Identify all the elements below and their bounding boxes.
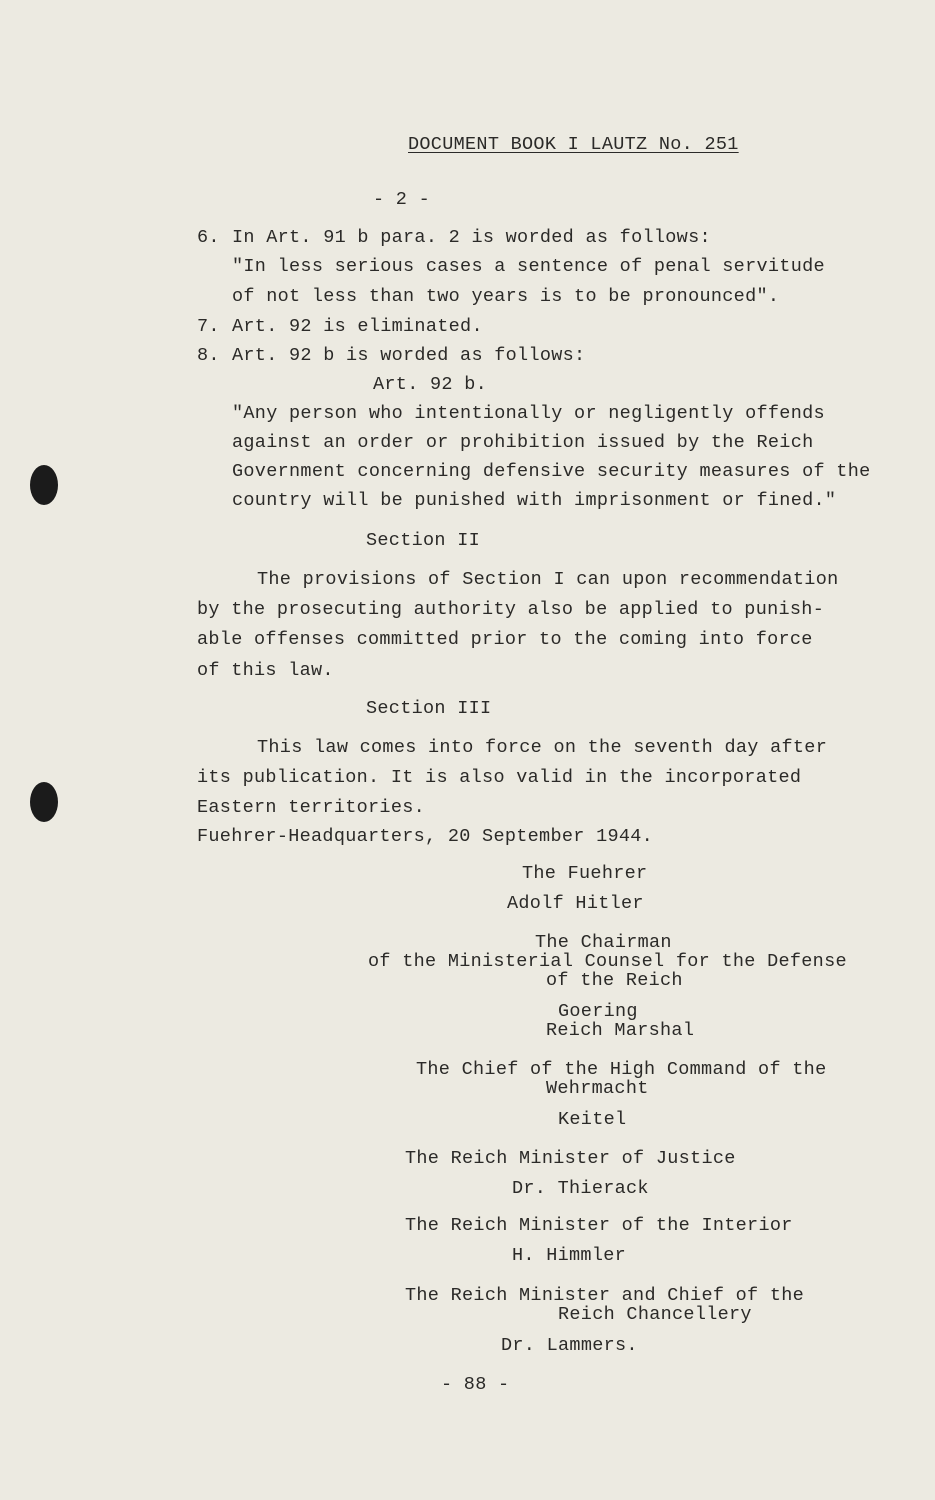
article-heading: Art. 92 b.	[373, 374, 488, 395]
signatory-title: The Fuehrer	[522, 863, 648, 884]
section-title: Section II	[366, 530, 481, 551]
place-date: Fuehrer-Headquarters, 20 September 1944.	[197, 826, 654, 847]
section-line: Eastern territories.	[197, 797, 426, 818]
item-line: "In less serious cases a sentence of penal servitude	[232, 256, 825, 277]
article-line: against an order or prohibition issued by the Reich	[232, 432, 814, 453]
section-line: This law comes into force on the seventh day after	[257, 737, 828, 758]
signatory-title: of the Ministerial Counsel for the Defense	[368, 951, 847, 972]
signatory-name: Keitel	[558, 1109, 627, 1130]
signatory-name: H. Himmler	[512, 1245, 627, 1266]
document-header: DOCUMENT BOOK I LAUTZ No. 251	[408, 134, 739, 155]
section-title: Section III	[366, 698, 492, 719]
signatory-name: Dr. Lammers.	[501, 1335, 638, 1356]
signatory-title: The Chairman	[535, 932, 672, 953]
section-line: The provisions of Section I can upon recommendation	[257, 569, 839, 590]
article-line: country will be punished with imprisonment or fined."	[232, 490, 837, 511]
article-line: Government concerning defensive security measures of the	[232, 461, 871, 482]
section-line: able offenses committed prior to the coming into force	[197, 629, 813, 650]
signatory-title: Wehrmacht	[546, 1078, 649, 1099]
signatory-title: The Reich Minister and Chief of the	[405, 1285, 805, 1306]
item-number: 7.	[197, 316, 220, 337]
signatory-name: Adolf Hitler	[507, 893, 644, 914]
punch-hole	[30, 782, 58, 822]
section-line: of this law.	[197, 660, 334, 681]
page-marker: - 2 -	[373, 189, 431, 210]
item-line: of not less than two years is to be pronounced".	[232, 286, 780, 307]
signatory-name: Reich Marshal	[546, 1020, 695, 1041]
item-line: In Art. 91 b para. 2 is worded as follows:	[232, 227, 711, 248]
section-line: by the prosecuting authority also be applied to punish-	[197, 599, 825, 620]
footer-page-number: - 88 -	[441, 1374, 510, 1395]
item-line: Art. 92 b is worded as follows:	[232, 345, 586, 366]
article-line: "Any person who intentionally or negligently offends	[232, 403, 825, 424]
item-number: 6.	[197, 227, 220, 248]
signatory-name: Dr. Thierack	[512, 1178, 649, 1199]
item-line: Art. 92 is eliminated.	[232, 316, 483, 337]
signatory-title: The Reich Minister of Justice	[405, 1148, 736, 1169]
signatory-title: The Reich Minister of the Interior	[405, 1215, 793, 1236]
item-number: 8.	[197, 345, 220, 366]
section-line: its publication. It is also valid in the incorporated	[197, 767, 802, 788]
signatory-name: Goering	[558, 1001, 638, 1022]
signatory-title: of the Reich	[546, 970, 683, 991]
punch-hole	[30, 465, 58, 505]
signatory-title: The Chief of the High Command of the	[416, 1059, 827, 1080]
signatory-title: Reich Chancellery	[558, 1304, 752, 1325]
